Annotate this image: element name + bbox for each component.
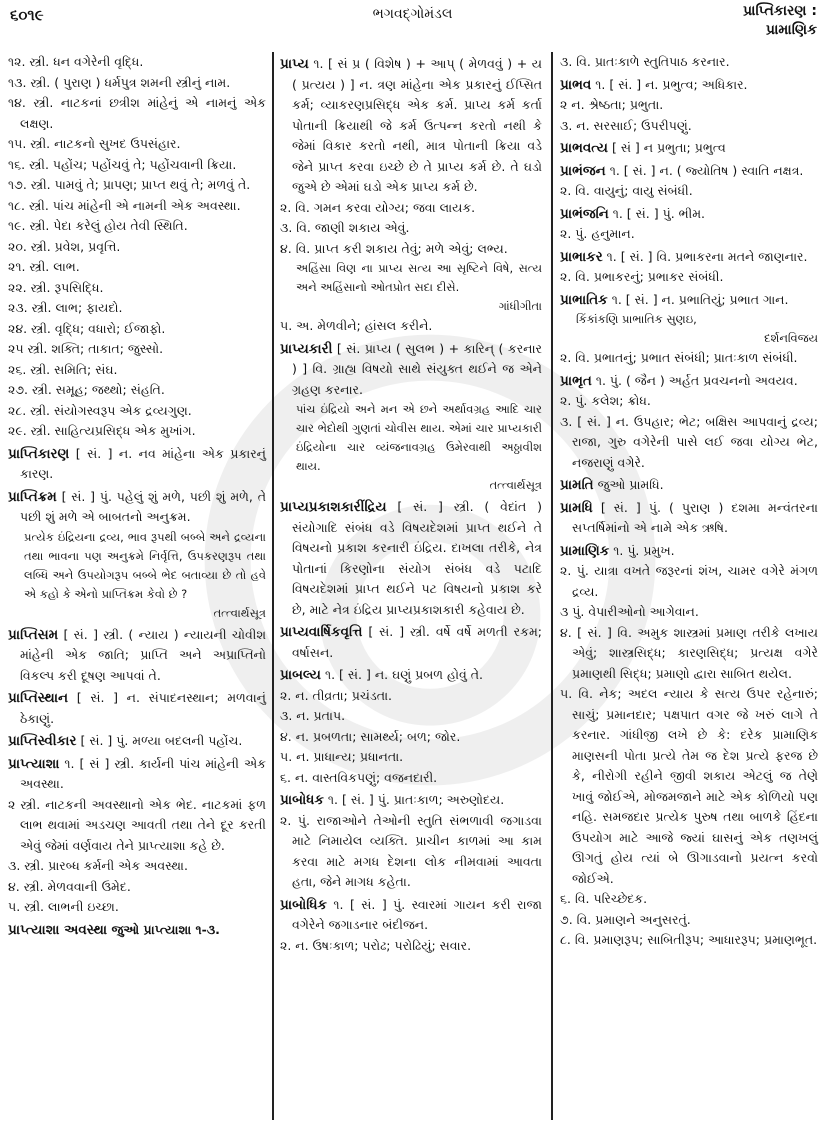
guide-words (743, 2, 817, 40)
dictionary-entry (560, 138, 818, 159)
entry-headword: પ્રાબોધક (280, 792, 324, 808)
dictionary-entry (8, 444, 266, 485)
sense-definition (8, 856, 266, 877)
sense-text: ૧૮. સ્ત્રી. પાંચ માંહેની એ નામની એક અવસ્થા. (8, 197, 241, 213)
entry-definition: જુઓ પ્રાપ્ત્યાશા ૧-૩. (111, 921, 220, 937)
sense-definition (8, 134, 266, 155)
sense-text: ૩. [ સં. ] ન. ઉપહાર; ભેટ; બક્ષિસ આપવાનું દ્રવ્ય; રાજા, ગુરુ વગેરેની પાસે લઈ જવા યોગ્ય ભેટ, નજરાણું વગેરે. (560, 413, 818, 470)
sense-text: ૮. વિ. પ્રમાણરૂપ; સાબિતીરૂપ; આધારરૂપ; પ્રમાણભૂત. (560, 932, 818, 947)
sense-text: ૬. વિ. પરિચ્છેદક. (560, 891, 648, 906)
sense-definition (8, 52, 266, 73)
dictionary-entry (280, 665, 542, 686)
quote-source: દર્શનવિજય (764, 331, 818, 345)
entry-headword: પ્રાભાકર (560, 248, 603, 265)
entry-definition: [ સં. ] પું. મળ્યા બદલની પહોંચ. (80, 733, 243, 748)
sense-text: ૨૫ સ્ત્રી. શક્તિ; તાકાત; જુસ્સો. (8, 341, 164, 356)
entry-headword: પ્રાપ્તિકારણ (8, 445, 70, 462)
sense-definition (8, 196, 266, 217)
entry-definition: [ સં. ] પું. ( પુરાણ ) દશમા મન્વંતરના સપ્તર્ષિમાંનો એ નામે એક ઋષિ. (572, 499, 818, 535)
sense-text: ૫. વિ. નેક; અદલ ન્યાય કે સત્ય ઉપર રહેનારું; સાચું; પ્રમાનદાર; પક્ષપાત વગર જે ખરું લાગે તે કરનાર. ગાંધીજી લખે છે કે: દરેક પ્રામાણિક માણસની પોતા પ્રત્યે તેમ જ દેશ પ્રત્યે ફરજ છે કે, નીરોગી રહીને જીવી શકાય એટલું જ તેણે ખાવું જોઈએ, મોજમજાને માટે એક કોળિયો પણ નહિ. સમજદાર પ્રત્યેક પુરુષ તથા બાળકે હિંદના ઉપયોગ માટે આજે જ્યાં ઘાસનું એક તણખલું ઊગતું હોય ત્યાં બે ઊગાડવાનો પ્રયત્ન કરવો જોઈએ. (560, 686, 818, 886)
sense-text: ૨૦. સ્ત્રી. પ્રવેશ, પ્રવૃત્તિ. (8, 238, 121, 254)
sense-text: ૩. વિ. પ્રાતઃકાળે સ્તુતિપાઠ કરનાર. (560, 54, 730, 69)
entry-definition: [ સં. ] સ્ત્રી. ( વેદાંત ) સંયોગાદિ સંબંધ વડે વિષયદેશમાં પ્રાપ્ત થઈને તે વિષયનો પ્રકાશ કરનારી ઇંદ્રિય. દાખલા તરીકે, નેત્ર પોતાનાં કિરણોના સંયોગ સંબંધ વડે પટાદિ વિષયદેશમાં પ્રાપ્ત થઈને પટ વિષયનો પ્રકાશ કરે છે, માટે નેત્ર ઇંદ્રિય પ્રાપ્યપ્રકાશકારી કહેવાય છે. (292, 499, 542, 617)
entry-headword: પ્રાભંજન (560, 162, 606, 179)
sense-definition (8, 237, 266, 258)
sense-definition (560, 224, 818, 245)
column-divider (551, 52, 553, 1120)
entry-definition: [ સં ] ન પ્રભુતા; પ્રભુત્વ (611, 140, 726, 155)
sense-text: ૨. પું. હનુમાન. (560, 226, 635, 241)
sense-definition (8, 278, 266, 299)
entry-headword: પ્રાભવત્ય (560, 140, 608, 156)
sense-text: ૨. વિ. ગમન કરવા યોગ્ય; જવા લાયક. (280, 199, 476, 215)
sense-definition (560, 412, 818, 474)
quote-text: પાંચ ઇંદ્રિયો અને મન એ છને અર્થાવગ્રહ આદિ ચાર ચાર ભેદોથી ગુણતાં ચોવીસ થાય. એમાં ચાર પ્રાપ્યકારી ઇંદ્રિયોના ચાર વ્યંજનાવગ્રહ ઉમેરવાથી અઠ્ઠાવીશ થાય. (296, 402, 542, 473)
entry-definition: ૧. [ સં ] સ્ત્રી. કાર્યની પાંચ માંહેની એક અવસ્થા. (20, 755, 266, 791)
sense-definition (560, 889, 818, 910)
sense-definition (560, 602, 818, 623)
sense-text: ૨૭. સ્ત્રી. સમૂહ; જથ્થો; સંહતિ. (8, 382, 165, 397)
sense-definition (280, 811, 542, 893)
dictionary-entry (560, 371, 818, 392)
entry-definition: ૧. [ સં. ] પું. ભીમ. (612, 205, 706, 221)
entry-definition: ૧. [ સં. ] વિ. પ્રભાકરના મતને જાણનાર. (606, 248, 808, 264)
citation-quote (280, 259, 542, 316)
sense-text: ૬. ન. વાસ્તવિકપણું; વજનદારી. (280, 769, 438, 785)
sense-definition (560, 52, 818, 73)
sense-text: ૨. વિ. વાયુનું; વાયુ સંબંધી. (560, 183, 693, 198)
entry-definition: ૧. [ સં. ] પું. પ્રાતઃકાળ; અરુણોદય. (327, 792, 505, 807)
entry-headword: પ્રાબલ્ય (280, 667, 321, 683)
sense-text: ૧૨. સ્ત્રી. ધન વગેરેની વૃદ્ધિ. (8, 54, 144, 69)
sense-definition (560, 267, 818, 288)
sense-text: ૪. ન. પ્રબળતા; સામર્થ્ય; બળ; જોર. (280, 728, 461, 744)
entry-headword: પ્રાભૃત (560, 372, 592, 389)
dictionary-entry (560, 161, 818, 182)
sense-text: ૧૪. સ્ત્રી. નાટકનાં છત્રીશ માંહેનું એ નામનું એક લક્ષણ. (8, 95, 266, 131)
dictionary-entry (560, 498, 818, 539)
sense-text: ૩. ન. પ્રતાપ. (280, 708, 346, 723)
sense-definition (8, 155, 266, 176)
sense-text: ૫. સ્ત્રી. લાભની ઇચ્છા. (8, 899, 119, 914)
dictionary-entry (280, 54, 542, 198)
entry-headword: પ્રાપ્ત્યાશા અવસ્થા (8, 921, 108, 938)
entry-headword: પ્રાપ્તિસ્વીકાર (8, 733, 77, 749)
entry-definition: [ સં. ] સ્ત્રી. વર્ષે વર્ષે મળતી રકમ; વર્ષાસન. (292, 624, 542, 660)
sense-definition (560, 910, 818, 931)
sense-text: ૩ પું. વેપારીઓનો આગેવાન. (560, 604, 699, 619)
sense-text: ૨. પું. કલેશ; ક્રોધ. (560, 393, 651, 408)
entry-definition: ૧. [ સં પ્ર ( વિશેષ ) + આપ્ ( મેળવવું ) + ય ( પ્રત્યય ) ] ન. ત્રણ માંહેના એક પ્રકારનું ઈપ્સિત કર્મ; વ્યાકરણપ્રસિદ્ધ એક કર્મ. પ્રાપ્ય કર્મ કર્તા પોતાની ક્રિયાથી જે કર્મ ઉત્પન્ન કરતો નથી કે જેમાં વિકાર કરતો નથી, માત્ર પોતાની ક્રિયા વડે જેને પ્રાપ્ત કરવા ઇચ્છે છે તે પ્રાપ્ય કર્મ છે. તે ઘડો જુએ છે એમાં ઘડો એક પ્રાપ્ય કર્મ છે. (292, 56, 542, 194)
sense-text: ૫. અ. મેળવીને; હાંસલ કરીને. (280, 318, 433, 333)
entry-definition: ૧. [ સં. ] ન. પ્રભાતિયું; પ્રભાત ગાન. (611, 291, 789, 307)
entry-headword: પ્રાપ્ત્યાશા (8, 755, 60, 772)
entry-headword: પ્રાપ્યવાર્ષિકવૃત્તિ (280, 624, 363, 640)
page-header (0, 0, 825, 52)
sense-definition (560, 561, 818, 602)
sense-definition (8, 216, 266, 237)
sense-definition (280, 706, 542, 727)
entry-headword: પ્રામાણિક (560, 542, 610, 559)
entry-headword: પ્રામતિ (560, 477, 594, 493)
sense-definition (8, 360, 266, 381)
sense-definition (8, 877, 266, 898)
column-2 (280, 52, 542, 956)
sense-definition (280, 686, 542, 707)
sense-text: ૩. ન. સરસાઈ; ઉપરીપણું. (560, 117, 692, 133)
dictionary-entry (280, 895, 542, 936)
dictionary-entry (280, 622, 542, 663)
sense-definition (280, 768, 542, 789)
sense-definition (560, 391, 818, 412)
quote-source: તત્ત્વાર્થસૂત્ર (213, 605, 266, 620)
sense-text: ૧૫. સ્ત્રી. નાટકનો સુખદ ઉપસંહાર. (8, 136, 181, 151)
sense-definition (8, 421, 266, 442)
sense-definition (8, 380, 266, 401)
dictionary-entry (8, 688, 266, 729)
sense-text: ૨૩. સ્ત્રી. લાભ; ફાયદો. (8, 300, 123, 315)
sense-text: ૧૭. સ્ત્રી. પામવું તે; પ્રાપણ; પ્રાપ્ત થવું તે; મળવું તે. (8, 177, 251, 192)
sense-definition (8, 73, 266, 94)
sense-text: ૧૩. સ્ત્રી. ( પુરાણ ) ધર્મપુત્ર શમની સ્ત્રીનું નામ. (8, 74, 231, 90)
sense-definition (560, 930, 818, 951)
column-divider (272, 52, 274, 1120)
sense-text: ૪. વિ. પ્રાપ્ત કરી શકાય તેવું; મળે એવું; લભ્ય. (280, 240, 508, 256)
entry-definition: ૧. [ સં. ] પું. સ્વારમાં ગાયન કરી રાજા વગેરેને જગાડનાર બંદીજન. (292, 896, 542, 932)
entry-headword: પ્રાપ્તિક્રમ (8, 488, 57, 505)
entry-definition: ૧. [ સં. ] ન. પ્રભુત્વ; અધિકાર. (595, 76, 748, 92)
dictionary-entry (560, 204, 818, 225)
entry-definition: ૧. પું. ( જૈન ) અર્હત પ્રવચનનો અવયવ. (595, 372, 798, 388)
sense-definition (8, 795, 266, 857)
sense-text: ૨. વિ. પ્રભાતનું; પ્રભાત સંબંધી; પ્રાતઃકાળ સંબંધી. (560, 350, 798, 365)
entry-definition: ૧. પું. પ્રમુખ. (613, 542, 675, 558)
entry-definition: ૧. [ સં. ] ન. ઘણું પ્રબળ હોવું તે. (324, 667, 484, 682)
entry-headword: પ્રાપ્યપ્રકાશકારીંદ્રિય (280, 499, 387, 515)
dictionary-entry (560, 541, 818, 562)
dictionary-entry (560, 75, 818, 96)
sense-definition (560, 684, 818, 889)
sense-text: ૩. વિ. જાણી શકાય એવું. (280, 220, 410, 235)
sense-definition (280, 316, 542, 337)
entry-definition: [ સં. ] પું. પહેલું શું મળે, પછી શું મળે, તે પછી શું મળે એ બાબતનો અનુક્રમ. (20, 488, 266, 524)
entry-headword: પ્રાપ્તિસમ (8, 626, 59, 643)
book-title: ભગવદ્ગોમંડલ (372, 6, 453, 22)
sense-text: ૪. [ સં. ] વિ. અમુક શાસ્ત્રમાં પ્રમાણ તરીકે લખાય એવું; શાસ્ત્રસિદ્ધ; કારણસિદ્ધ; પ્રત્યક્ષ વગેરે પ્રમાણથી સિદ્ધ; પ્રમાણો દ્વારા સાબિત થયેલ. (560, 624, 818, 681)
entry-headword: પ્રાભવ (560, 76, 592, 93)
dictionary-entry (8, 920, 266, 941)
sense-text: ૨. ન. ઉષઃકાળ; પરોઢ; પરોઢિયું; સવાર. (280, 937, 472, 953)
sense-text: ૨. પું. યાત્રા વખતે જરૂરનાં શંખ, ચામર વગેરે મંગળ દ્રવ્ય. (560, 563, 818, 599)
entry-headword: પ્રાપ્તિસ્થાન (8, 690, 69, 706)
quote-text: અહિંસા વિણ ના પ્રાપ્ય સત્ય આ સૃષ્ટિને વિષે, સત્ય અને અહિંસાનો ઓતપ્રોત સદા દીસે. (296, 261, 542, 294)
quote-source: ગાંધીગીતા (498, 299, 542, 313)
sense-text: ૪. સ્ત્રી. મેળવવાની ઉમેદ. (8, 878, 131, 894)
entry-headword: પ્રાપ્ય (280, 56, 309, 72)
sense-text: ૨. વિ. પ્રભાકરનું; પ્રભાકર સંબંધી. (560, 269, 724, 284)
column-1 (8, 52, 266, 940)
dictionary-entry (280, 497, 542, 620)
sense-text: ૫. ન. પ્રાધાન્ય; પ્રધાનતા. (280, 749, 404, 764)
sense-text: ૨૬. સ્ત્રી. સમિતિ; સંઘ. (8, 361, 118, 377)
sense-text: ૩. સ્ત્રી. પ્રારબ્ધ કર્મની એક અવસ્થા. (8, 858, 188, 873)
entry-headword: પ્રાભાતિક (560, 291, 608, 308)
dictionary-entry (8, 754, 266, 795)
sense-definition (280, 218, 542, 239)
sense-definition (560, 116, 818, 137)
sense-text: ૨૨. સ્ત્રી. રૂપસિદ્ધિ. (8, 279, 104, 295)
sense-text: ૧૬. સ્ત્રી. પહોંચ; પહોંચવું તે; પહોંચવાની ક્રિયા. (8, 156, 237, 172)
dictionary-entry (280, 339, 542, 401)
sense-definition (8, 175, 266, 196)
sense-definition (8, 298, 266, 319)
citation-quote (560, 310, 818, 348)
sense-definition (8, 257, 266, 278)
sense-definition (560, 95, 818, 116)
sense-definition (280, 198, 542, 219)
entry-definition: [ સં. પ્રાપ્ય ( સુલભ ) + કારિન્ ( કરનાર ) ] વિ. ગ્રાહ્ય વિષયો સાથે સંયુક્ત થઈને જ એને ગ્રહણ કરનાર. (292, 340, 542, 397)
entry-definition: ૧. [ સં. ] ન. ( જ્યોતિષ ) સ્વાતિ નક્ષત્ર. (609, 162, 804, 178)
sense-definition (280, 727, 542, 748)
entry-headword: પ્રાબોધિક (280, 896, 327, 913)
quote-text: કિંકાંકણિ પ્રાભાતિક સુણઇ, (576, 312, 697, 326)
sense-definition (8, 93, 266, 134)
entry-headword: પ્રામધિ (560, 499, 593, 516)
entry-definition: [ સં. ] સ્ત્રી. ( ન્યાય ) ન્યાયની ચોવીશ માંહેની એક જાતિ; પ્રાપ્તિ અને અપ્રાપ્તિનો વિકલ્પ કરી દૂષણ આપવાં તે. (20, 626, 266, 683)
sense-text: ૨૮. સ્ત્રી. સંયોગસ્વરૂપ એક દ્રવ્યગુણ. (8, 402, 192, 418)
sense-definition (8, 339, 266, 360)
dictionary-entry (560, 475, 818, 496)
sense-text: ૨. ન. તીવ્રતા; પ્રચંડતા. (280, 687, 393, 703)
sense-text: ૨ સ્ત્રી. નાટકની અવસ્થાનો એક ભેદ. નાટકમાં ફળ લાભ થવામાં અડચણ આવતી તથા તેને દૂર કરતી એવું જેમાં વર્ણવાય તેને પ્રાપ્ત્યાશા કહે છે. (8, 796, 266, 853)
dictionary-entry (560, 290, 818, 311)
sense-definition (560, 348, 818, 369)
dictionary-entry (280, 790, 542, 811)
sense-definition (280, 747, 542, 768)
sense-definition (8, 401, 266, 422)
sense-definition (280, 936, 542, 957)
dictionary-entry (8, 487, 266, 528)
sense-text: ૨. પું. રાજાઓને તેઓની સ્તુતિ સંભળાવી જગાડવા માટે નિમાયેલ વ્યક્તિ. પ્રાચીન કાળમાં આ કામ કરવા માટે મગધ દેશના લોક નીમવામાં આવતા હતા, જેને માગધ કહેતા. (280, 812, 542, 889)
citation-quote (280, 400, 542, 495)
guide-word-first: પ્રાપ્તિકારણ : (742, 3, 817, 19)
sense-text: ૨૧. સ્ત્રી. લાભ. (8, 259, 80, 274)
sense-definition (8, 319, 266, 340)
sense-definition (560, 623, 818, 685)
sense-text: ૨૯. સ્ત્રી. સાહિત્યપ્રસિદ્ધ એક મુખાંગ. (8, 423, 196, 438)
sense-text: ૭. વિ. પ્રમાણને અનુસરતું. (560, 911, 691, 927)
sense-text: ૨ ન. શ્રેષ્ઠતા; પ્રભુતા. (560, 97, 664, 112)
column-3 (560, 52, 818, 951)
entry-definition: [ સં. ] ન. સંપાદનસ્થાન; મળવાનું ઠેકાણું. (20, 690, 266, 726)
sense-definition (8, 897, 266, 918)
entry-definition: [ સં. ] ન. નવ માંહેના એક પ્રકારનું કારણ. (20, 445, 266, 481)
dictionary-entry (560, 247, 818, 268)
quote-source: તત્ત્વાર્થસૂત્ર (489, 478, 542, 492)
entry-definition: જુઓ પ્રામધિ. (597, 477, 664, 492)
quote-text: પ્રત્યેક ઇંદ્રિયના દ્રવ્ય, ભાવ રૂપથી બબ્બે અને દ્રવ્યના તથા ભાવના પણ અનુક્રમે નિર્વૃત્તિ, ઉપકરણરૂપ તથા લબ્ધિ અને ઉપયોગરૂપ બબ્બે ભેદ બતાવ્યા છે તો હવે એ કહો કે એનો પ્રાપ્તિક્રમ કેવો છે ? (24, 529, 266, 601)
dictionary-entry (8, 731, 266, 752)
sense-text: ૧૯. સ્ત્રી. પેદા કરેલું હોય તેવી સ્થિતિ. (8, 218, 188, 233)
page-number: ૬૦૧૯ (10, 6, 44, 24)
sense-definition (560, 181, 818, 202)
citation-quote (8, 528, 266, 623)
entry-headword: પ્રાપ્યકારી (280, 340, 333, 357)
sense-text: ૨૪. સ્ત્રી. વૃદ્ધિ; વધારો; ઈજાફો. (8, 320, 166, 336)
sense-definition (280, 239, 542, 260)
dictionary-entry (8, 625, 266, 687)
guide-word-last: પ્રામાણિક (765, 22, 817, 38)
entry-headword: પ્રાભંજનિ (560, 205, 609, 222)
